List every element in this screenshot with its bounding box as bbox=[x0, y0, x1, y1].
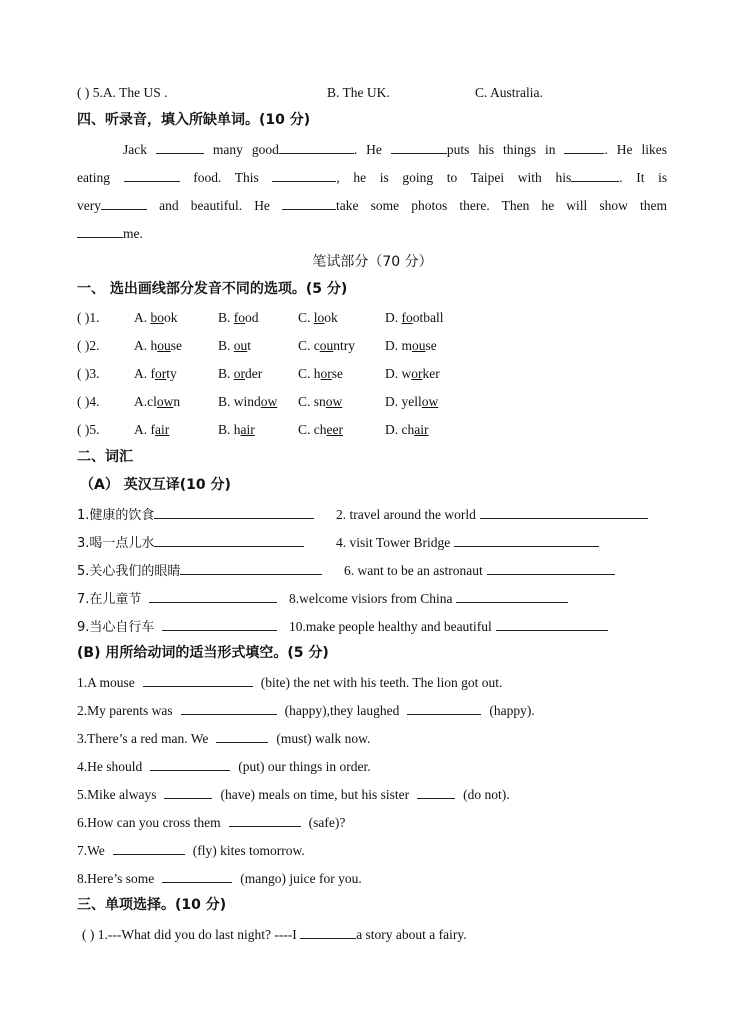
underlined-sound: ow bbox=[260, 394, 278, 409]
section-3-title: 三、单项选择。(10 分) bbox=[77, 897, 227, 913]
paren: ( ) 5. bbox=[77, 85, 103, 100]
underlined-sound: ou bbox=[412, 338, 426, 353]
item-number: ( )5. bbox=[77, 422, 100, 437]
option: D. chair bbox=[385, 422, 429, 437]
underlined-sound: or bbox=[155, 366, 167, 381]
translation-en: 6. want to be an astronaut bbox=[344, 561, 615, 580]
section-2-title: 二、词汇 bbox=[77, 449, 133, 465]
verb-fill-item: 8.Here’s some (mango) juice for you. bbox=[77, 871, 362, 886]
item-number: ( )4. bbox=[77, 394, 100, 409]
option: B. food bbox=[218, 310, 259, 325]
section-2b-title: (B) 用所给动词的适当形式填空。(5 分) bbox=[77, 645, 329, 661]
underlined-sound: ow bbox=[421, 394, 439, 409]
passage-line-1: Jack many good . He puts his things in . He likes bbox=[123, 142, 668, 157]
underlined-sound: ow bbox=[325, 394, 343, 409]
translation-cn: 7.在儿童节 bbox=[77, 589, 277, 609]
option-a: A. The US . bbox=[102, 85, 168, 100]
written-part-title: 笔试部分（70 分） bbox=[312, 254, 433, 270]
verb-fill-item: 2.My parents was (happy),they laughed (happy). bbox=[77, 703, 535, 718]
section-1-title: 一、 选出画线部分发音不同的选项。(5 分) bbox=[77, 281, 348, 297]
option: D. yellow bbox=[385, 394, 439, 409]
item-number: ( )2. bbox=[77, 338, 100, 353]
option: C. snow bbox=[298, 394, 343, 409]
underlined-sound: or bbox=[233, 366, 246, 381]
section-4-title: 四、听录音，填入所缺单词。(10 分) bbox=[77, 112, 311, 128]
underlined-sound: fo bbox=[233, 310, 246, 325]
option: C. cheer bbox=[298, 422, 343, 437]
verb-fill-item: 6.How can you cross them (safe)? bbox=[77, 815, 346, 830]
underlined-sound: ou bbox=[233, 338, 248, 353]
option: C. horse bbox=[298, 366, 344, 381]
underlined-sound: bo bbox=[150, 310, 164, 325]
listening-q5 bbox=[77, 84, 168, 102]
translation-en: 4. visit Tower Bridge bbox=[336, 533, 599, 552]
option-c: C. Australia. bbox=[475, 85, 543, 100]
translation-en: 10.make people healthy and beautiful bbox=[289, 617, 608, 636]
option: A. fair bbox=[134, 422, 170, 437]
option: D. mouse bbox=[385, 338, 437, 353]
translation-cn: 5.关心我们的眼睛 bbox=[77, 561, 322, 581]
option: A.clown bbox=[134, 394, 181, 409]
item-number: ( )1. bbox=[77, 310, 100, 325]
underlined-sound: air bbox=[414, 422, 429, 437]
section-2a-title: （A） 英汉互译(10 分) bbox=[80, 477, 231, 493]
underlined-sound: air bbox=[240, 422, 255, 437]
underlined-sound: or bbox=[411, 366, 423, 381]
passage-line-2: eating food. This , he is going to Taipei with his . It is bbox=[77, 170, 668, 185]
underlined-sound: air bbox=[155, 422, 170, 437]
choice-q1: ( ) 1.---What did you do last night? ----I a story about a fairy. bbox=[82, 927, 467, 942]
passage-line-3: very and beautiful. He take some photos there. Then he will show them bbox=[77, 198, 668, 213]
option: A. house bbox=[134, 338, 182, 353]
underlined-sound: lo bbox=[313, 310, 325, 325]
underlined-sound: ow bbox=[156, 394, 174, 409]
item-number: ( )3. bbox=[77, 366, 100, 381]
option: B. window bbox=[218, 394, 278, 409]
verb-fill-item: 5.Mike always (have) meals on time, but his sister (do not). bbox=[77, 787, 510, 802]
translation-cn: 3.喝一点儿水 bbox=[77, 533, 304, 553]
underlined-sound: eer bbox=[326, 422, 343, 437]
verb-fill-item: 4.He should (put) our things in order. bbox=[77, 759, 371, 774]
translation-en: 2. travel around the world bbox=[336, 505, 648, 524]
verb-fill-item: 1.A mouse (bite) the net with his teeth. The lion got out. bbox=[77, 675, 503, 690]
translation-cn: 1.健康的饮食 bbox=[77, 505, 314, 525]
passage-line-4: me. bbox=[77, 224, 143, 243]
underlined-sound: fo bbox=[401, 310, 413, 325]
option: B. out bbox=[218, 338, 252, 353]
option-b: B. The UK. bbox=[327, 85, 390, 100]
option: B. order bbox=[218, 366, 263, 381]
translation-cn: 9.当心自行车 bbox=[77, 617, 277, 637]
option: B. hair bbox=[218, 422, 255, 437]
verb-fill-item: 7.We (fly) kites tomorrow. bbox=[77, 843, 305, 858]
option: C. look bbox=[298, 310, 338, 325]
underlined-sound: ou bbox=[319, 338, 334, 353]
option: A. forty bbox=[134, 366, 177, 381]
option: C. country bbox=[298, 338, 355, 353]
translation-en: 8.welcome visiors from China bbox=[289, 589, 568, 608]
verb-fill-item: 3.There’s a red man. We (must) walk now. bbox=[77, 731, 371, 746]
underlined-sound: ou bbox=[157, 338, 171, 353]
option: D. worker bbox=[385, 366, 440, 381]
option: D. football bbox=[385, 310, 444, 325]
option: A. book bbox=[134, 310, 178, 325]
underlined-sound: or bbox=[320, 366, 332, 381]
